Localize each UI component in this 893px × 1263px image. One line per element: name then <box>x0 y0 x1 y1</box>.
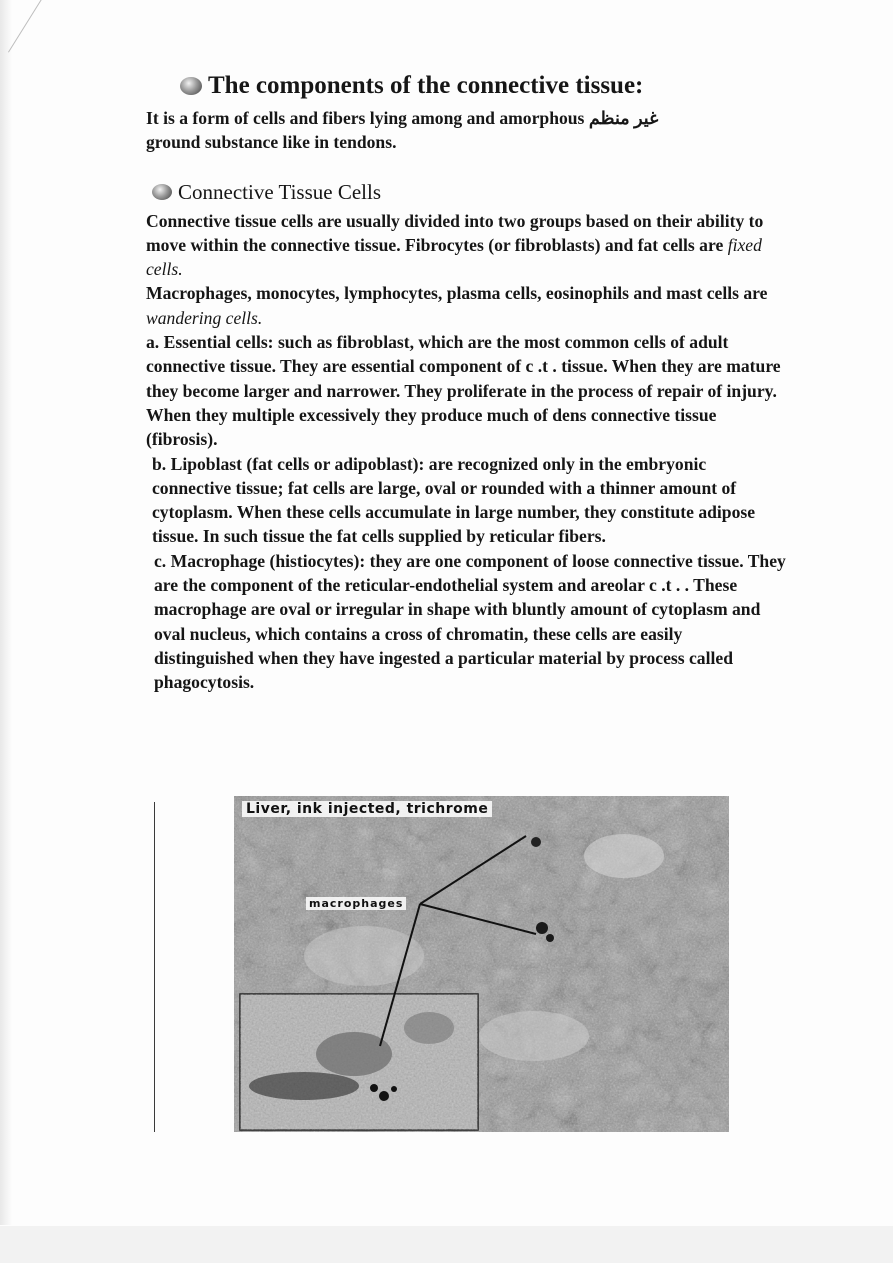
intro-paragraph <box>146 106 786 155</box>
document-title <box>180 70 786 102</box>
figure-caption-top: Liver, ink injected, trichrome <box>242 801 492 817</box>
scan-edge-line <box>8 0 75 53</box>
micrograph-image <box>234 796 729 1132</box>
figure-frame-line <box>154 802 155 1132</box>
para1-emphasis: fixed cells. <box>146 234 762 280</box>
document-body <box>146 70 786 695</box>
intro-line-1: It is a form of cells and fibers lying among and amorphous غير منظم <box>146 108 659 128</box>
micrograph-figure <box>234 796 729 1132</box>
paragraph-macrophage: c. Macrophage (histiocytes): they are one component of loose connective tissue. They are the component of the reticular-endothelial system and areolar c .t . . These macrophage are oval or irregular in shape with bluntly amount of cytoplasm and oval nucleus, which contains a cross of chromatin, these cells are easily distinguished when they have ingested a particular material by process called phagocytosis. <box>154 550 786 693</box>
page-left-shadow <box>0 0 12 1225</box>
paragraph-fixed-cells <box>146 209 786 282</box>
para1-text: Connective tissue cells are usually divided into two groups based on their ability to move within the connective tissue. Fibrocytes (or fibroblasts) and fat cells are <box>146 210 764 255</box>
scan-bottom-band <box>0 1226 893 1263</box>
para2-emphasis: wandering cells. <box>146 307 263 328</box>
section-heading <box>152 179 786 205</box>
intro-line-2: ground substance like in tendons. <box>146 132 397 153</box>
bullet-icon <box>180 77 202 95</box>
bullet-icon <box>152 184 172 200</box>
section-heading-text: Connective Tissue Cells <box>178 179 382 204</box>
figure-label-macrophages: macrophages <box>306 897 406 910</box>
para2-text: Macrophages, monocytes, lymphocytes, plasma cells, eosinophils and mast cells are <box>146 283 768 304</box>
paragraph-wandering-cells <box>146 281 786 330</box>
title-text: The components of the connective tissue: <box>208 72 644 99</box>
paragraph-lipoblast: b. Lipoblast (fat cells or adipoblast): are recognized only in the embryonic connective tissue; fat cells are large, oval or rounded with a thinner amount of cytoplasm. When these cells accumulate in large number, they constitute adipose tissue. In such tissue the fat cells supplied by reticular fibers. <box>152 453 756 547</box>
paragraph-essential-cells: a. Essential cells: such as fibroblast, which are the most common cells of adult connective tissue. They are essential component of c .t . tissue. When they are mature they become larger and narrower. They proliferate in the process of repair of injury. When they multiple excessively they produce much of dens connective tissue (fibrosis). <box>146 332 781 450</box>
